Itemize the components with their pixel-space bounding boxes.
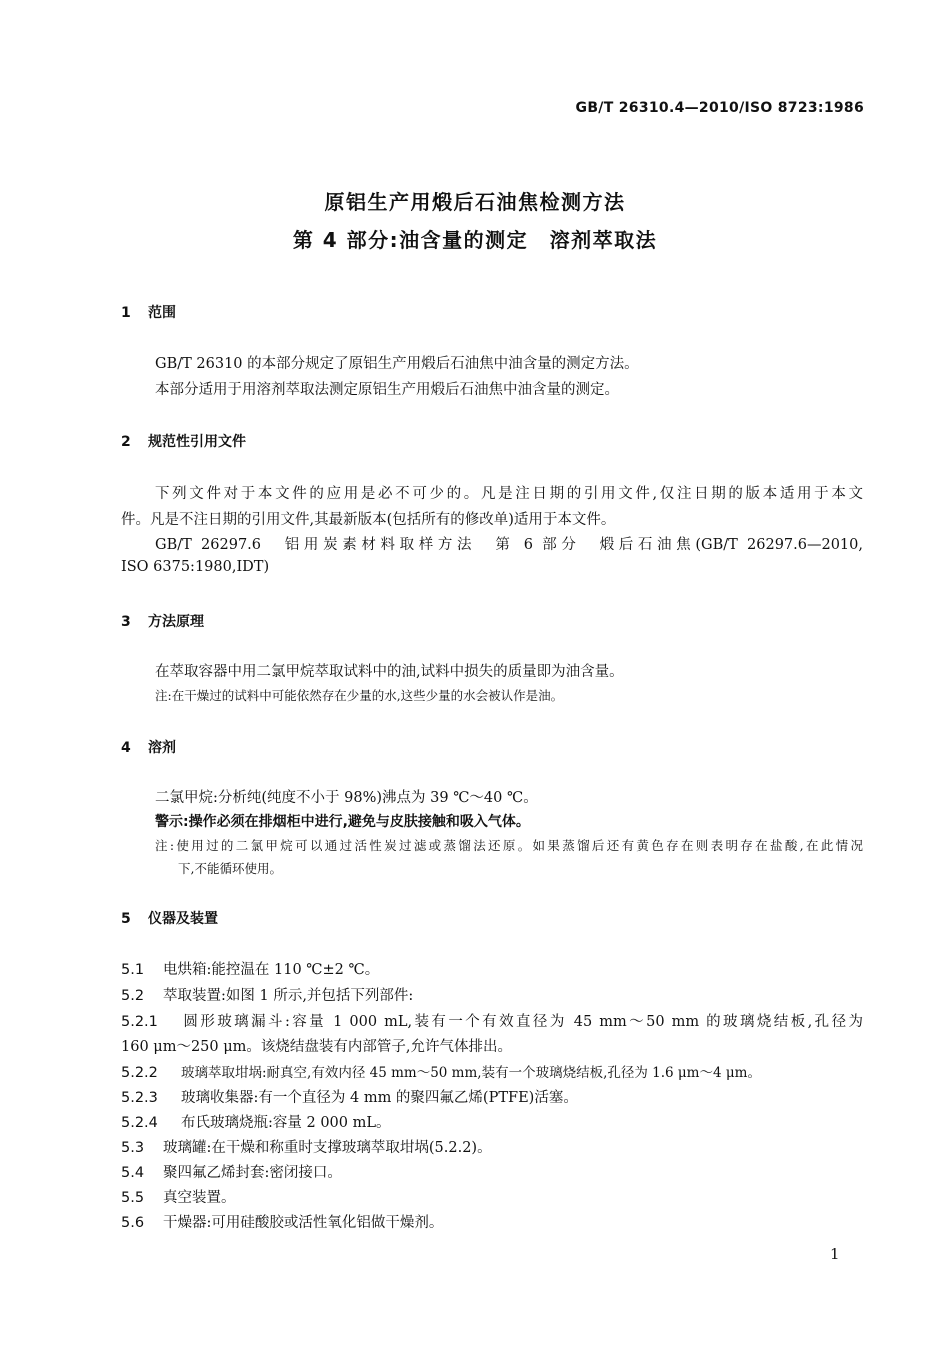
clause-number: 5.2 [121,988,145,1004]
normative-reference: GB/T 26297.6 铝用炭素材料取样方法 第 6 部分 煅后石油焦(GB/T 26297.6—2010, [155,537,863,553]
clause-5-2 [121,984,413,1005]
clause-number: 5.6 [121,1215,145,1231]
document-title-line1: 原铝生产用煅后石油焦检测方法 [324,190,626,214]
clause-number: 5.5 [121,1190,145,1206]
clause-text: 干燥器:可用硅酸胶或活性氧化铝做干燥剂。 [163,1215,444,1231]
clause-text: 玻璃罐:在干燥和称重时支撑玻璃萃取坩埚(5.2.2)。 [163,1140,492,1156]
clause-5-1 [121,958,379,979]
clause-number: 5.2.1 [121,1014,158,1030]
paragraph: GB/T 26310 的本部分规定了原铝生产用煅后石油焦中油含量的测定方法。 [155,356,639,372]
clause-number: 5.2.3 [121,1090,158,1106]
paragraph: 本部分适用于用溶剂萃取法测定原铝生产用煅后石油焦中油含量的测定。 [155,382,619,398]
clause-5-2-1 [121,1010,863,1031]
warning: 警示:操作必须在排烟柜中进行,避免与皮肤接触和吸入气体。 [155,814,530,830]
page-number: 1 [830,1245,840,1263]
section-title: 规范性引用文件 [148,434,246,450]
section-number: 4 [121,740,131,756]
clause-number: 5.4 [121,1165,145,1181]
clause-text: 布氏玻璃烧瓶:容量 2 000 mL。 [181,1115,391,1131]
clause-5-2-4 [121,1111,391,1132]
clause-number: 5.2.2 [121,1065,158,1081]
clause-5-2-1-cont: 160 μm～250 μm。该烧结盘装有内部管子,允许气体排出。 [121,1039,513,1055]
section-title: 仪器及装置 [148,911,218,927]
section-title: 溶剂 [148,740,176,756]
section-heading-4 [121,737,176,757]
clause-number: 5.1 [121,962,145,978]
section-title: 范围 [148,305,176,321]
clause-text: 萃取装置:如图 1 所示,并包括下列部件: [163,988,414,1004]
normative-reference-cont: ISO 6375:1980,IDT) [121,559,270,575]
clause-text: 玻璃萃取坩埚:耐真空,有效内径 45 mm～50 mm,装有一个玻璃烧结板,孔径为 1.6 μm～4 μm。 [181,1065,761,1081]
paragraph: 件。凡是不注日期的引用文件,其最新版本(包括所有的修改单)适用于本文件。 [121,512,616,528]
clause-text: 真空装置。 [163,1190,236,1206]
clause-text: 电烘箱:能控温在 110 ℃±2 ℃。 [163,962,380,978]
clause-5-2-2 [121,1061,761,1081]
clause-5-6 [121,1211,443,1232]
clause-text: 圆形玻璃漏斗:容量 1 000 mL,装有一个有效直径为 45 mm～50 mm 的玻璃烧结板,孔径为 [181,1014,863,1030]
section-number: 3 [121,614,131,630]
section-heading-3 [121,611,204,631]
clause-5-4 [121,1161,342,1182]
section-heading-5 [121,908,218,928]
clause-5-5 [121,1186,236,1207]
clause-number: 5.3 [121,1140,145,1156]
section-number: 2 [121,434,131,450]
note: 注:使用过的二氯甲烷可以通过活性炭过滤或蒸馏法还原。如果蒸馏后还有黄色存在则表明存在盐酸,在此情况 [155,838,863,853]
clause-number: 5.2.4 [121,1115,158,1131]
paragraph: 下列文件对于本文件的应用是必不可少的。凡是注日期的引用文件,仅注日期的版本适用于本文 [155,486,863,502]
section-number: 5 [121,911,131,927]
clause-5-2-3 [121,1086,578,1107]
paragraph: 二氯甲烷:分析纯(纯度不小于 98%)沸点为 39 ℃～40 ℃。 [155,790,538,806]
clause-text: 聚四氟乙烯封套:密闭接口。 [163,1165,342,1181]
standard-code: GB/T 26310.4—2010/ISO 8723:1986 [575,100,864,116]
section-heading-1 [121,302,176,322]
section-number: 1 [121,305,131,321]
section-heading-2 [121,431,246,451]
note-cont: 下,不能循环使用。 [178,861,282,876]
clause-text: 玻璃收集器:有一个直径为 4 mm 的聚四氟乙烯(PTFE)活塞。 [181,1090,578,1106]
paragraph: 在萃取容器中用二氯甲烷萃取试料中的油,试料中损失的质量即为油含量。 [155,664,624,680]
clause-5-3 [121,1136,492,1157]
document-title-line2: 第 4 部分:油含量的测定 溶剂萃取法 [292,228,658,252]
note: 注:在干燥过的试料中可能依然存在少量的水,这些少量的水会被认作是油。 [155,688,564,703]
section-title: 方法原理 [148,614,204,630]
